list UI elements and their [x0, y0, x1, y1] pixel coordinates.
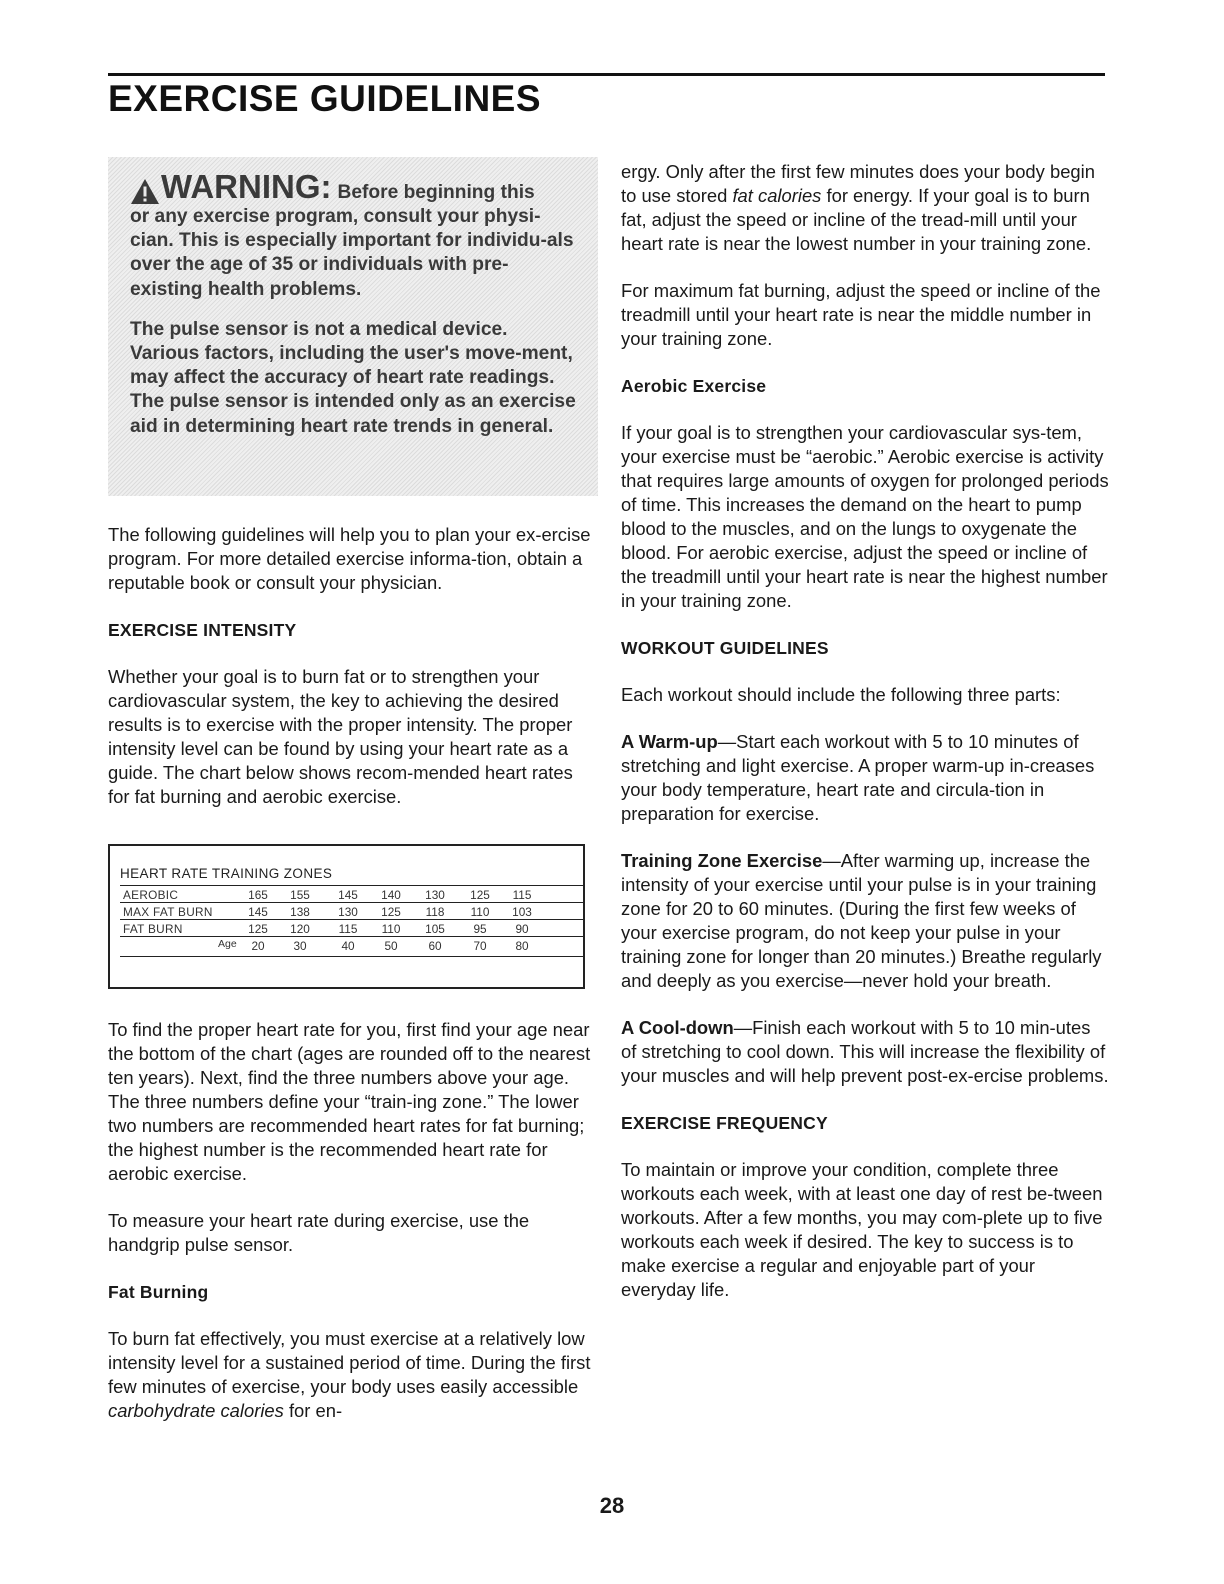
warmup-paragraph: [621, 730, 1109, 826]
cooldown-text: —Finish each workout with 5 to 10 min-utes of stretching to cool down. This will increase the flexibility of your muscles and will help prevent post-ex-ercise problems.: [621, 1017, 1109, 1086]
table-cell: 145: [338, 888, 358, 902]
table-cell: 105: [425, 922, 445, 936]
age-cell: 70: [473, 939, 487, 953]
table-cell: 103: [512, 905, 532, 919]
table-cell: 130: [425, 888, 445, 902]
aerobic-heading: Aerobic Exercise: [621, 376, 767, 396]
continued-text-italic: fat calories: [732, 185, 822, 206]
workout-guidelines-heading: WORKOUT GUIDELINES: [621, 638, 829, 658]
table-row: [120, 902, 583, 920]
heart-rate-table-title: HEART RATE TRAINING ZONES: [120, 866, 333, 881]
age-cell: 30: [293, 939, 307, 953]
fat-text-italic: carbohydrate calories: [108, 1400, 284, 1421]
fat-burning-paragraph: [108, 1327, 596, 1423]
left-column-bottom: [108, 1018, 596, 1446]
table-cell: 140: [381, 888, 401, 902]
table-cell: 125: [381, 905, 401, 919]
cooldown-paragraph: [621, 1016, 1109, 1088]
right-column: [621, 160, 1109, 1325]
exercise-intensity-heading: EXERCISE INTENSITY: [108, 620, 297, 640]
workout-intro: Each workout should include the following three parts:: [621, 684, 1061, 705]
table-cell: 130: [338, 905, 358, 919]
table-cell: 115: [512, 888, 532, 902]
page-title: EXERCISE GUIDELINES: [108, 78, 542, 119]
table-row: [120, 885, 583, 903]
table-row: [120, 919, 583, 937]
table-cell: 138: [290, 905, 310, 919]
age-cell: 50: [384, 939, 398, 953]
age-cell: 80: [515, 939, 529, 953]
row-label: FAT BURN: [123, 922, 183, 936]
continued-text: ergy. Only after the first few minutes does your body begin to use stored: [621, 161, 1095, 206]
find-age-paragraph: To find the proper heart rate for you, first find your age near the bottom of the chart (ages are rounded off to the nearest ten years). Next, find the three numbers above your age. The three numbers define your “train-ing zone.” The lower two numbers are recommended heart rates for fat burning; the highest number is the recommended heart rate for aerobic exercise.: [108, 1019, 591, 1184]
heart-rate-table: [108, 844, 585, 989]
table-cell: 125: [248, 922, 268, 936]
table-cell: 115: [338, 922, 358, 936]
row-label: AEROBIC: [123, 888, 179, 902]
table-cell: 110: [470, 905, 490, 919]
exercise-frequency-heading: EXERCISE FREQUENCY: [621, 1113, 828, 1133]
warning-word: WARNING:: [161, 168, 332, 205]
warmup-text: —Start each workout with 5 to 10 minutes of stretching and light exercise. A proper warm-up in-creases your body temperature, heart rate and circula-tion in preparation for exercise.: [621, 731, 1095, 824]
table-cell: 110: [381, 922, 401, 936]
table-row-ages: [120, 936, 583, 957]
table-cell: 95: [473, 922, 487, 936]
row-label: MAX FAT BURN: [123, 905, 213, 919]
aerobic-paragraph: If your goal is to strengthen your cardiovascular sys-tem, your exercise must be “aerobic.” Aerobic exercise is activity that requires large amounts of oxygen for prolonged periods of time. This increases the demand on the heart to pump blood to the muscles, and on the lungs to oxygenate the blood. For aerobic exercise, adjust the speed or incline of the treadmill until your heart rate is near the highest number in your training zone.: [621, 422, 1109, 611]
table-cell: 165: [248, 888, 268, 902]
warning-paragraph-1: or any exercise program, consult your physi-cian. This is especially important for individu-als over the age of 35 or individuals with pre-existing health problems.: [130, 206, 574, 300]
table-cell: 90: [515, 922, 529, 936]
table-cell: 120: [290, 922, 310, 936]
max-fat-paragraph: For maximum fat burning, adjust the speed or incline of the treadmill until your heart rate is near the middle number in your training zone.: [621, 280, 1101, 349]
age-label: Age: [218, 938, 237, 950]
table-cell: 125: [470, 888, 490, 902]
fat-text: To burn fat effectively, you must exercise at a relatively low intensity level for a sustained period of time. During the first few minutes of exercise, your body uses easily accessible: [108, 1328, 591, 1397]
warning-box: [108, 157, 598, 496]
warning-head-rest: Before beginning this: [337, 181, 535, 203]
intro-paragraph: The following guidelines will help you to plan your ex-ercise program. For more detailed exercise informa-tion, obtain a reputable book or consult your physician.: [108, 524, 591, 593]
title-rule: [108, 73, 1105, 76]
table-cell: 145: [248, 905, 268, 919]
warning-text: [130, 169, 580, 439]
age-cell: 40: [341, 939, 355, 953]
warning-heading: [130, 169, 580, 205]
age-cell: 60: [428, 939, 442, 953]
warning-paragraph-2: The pulse sensor is not a medical device. Various factors, including the user's move-ment, may affect the accuracy of heart rate readings. The pulse sensor is intended only as an exercise aid in determining heart rate trends in general.: [130, 318, 576, 437]
table-divider: [120, 956, 583, 957]
training-zone-text: —After warming up, increase the intensity of your exercise until your pulse is in your training zone for 20 to 60 minutes. (During the first few weeks of your exercise program, do not keep your pulse in your training zone for longer than 20 minutes.) Breathe regularly and deeply as you exercise—never hold your breath.: [621, 850, 1102, 991]
fat-text-end: for en-: [283, 1400, 343, 1421]
fat-continued-paragraph: [621, 160, 1109, 256]
frequency-paragraph: To maintain or improve your condition, complete three workouts each week, with at least one day of rest be-tween workouts. After a few months, you may com-plete up to five workouts each week if desired. The key to success is to make exercise a regular and enjoyable part of your everyday life.: [621, 1159, 1103, 1300]
table-cell: 155: [290, 888, 310, 902]
left-column-top: [108, 523, 596, 832]
warmup-label: A Warm-up: [621, 731, 718, 752]
measure-paragraph: To measure your heart rate during exercise, use the handgrip pulse sensor.: [108, 1210, 530, 1255]
cooldown-label: A Cool-down: [621, 1017, 734, 1038]
page-number: 28: [599, 1493, 625, 1518]
fat-burning-heading: Fat Burning: [108, 1282, 209, 1302]
warning-triangle-icon: [130, 178, 160, 205]
intensity-paragraph: Whether your goal is to burn fat or to strengthen your cardiovascular system, the key to achieving the desired results is to exercise with the proper intensity. The proper intensity level can be found by using your heart rate as a guide. The chart below shows recom-mended heart rates for fat burning and aerobic exercise.: [108, 666, 573, 807]
table-cell: 118: [425, 905, 445, 919]
continued-text-end: for energy. If your goal is to burn fat, adjust the speed or incline of the tread-mill until your heart rate is near the lowest number in your training zone.: [621, 185, 1092, 254]
age-cell: 20: [251, 939, 265, 953]
training-zone-paragraph: [621, 849, 1109, 993]
training-zone-label: Training Zone Exercise: [621, 850, 823, 871]
